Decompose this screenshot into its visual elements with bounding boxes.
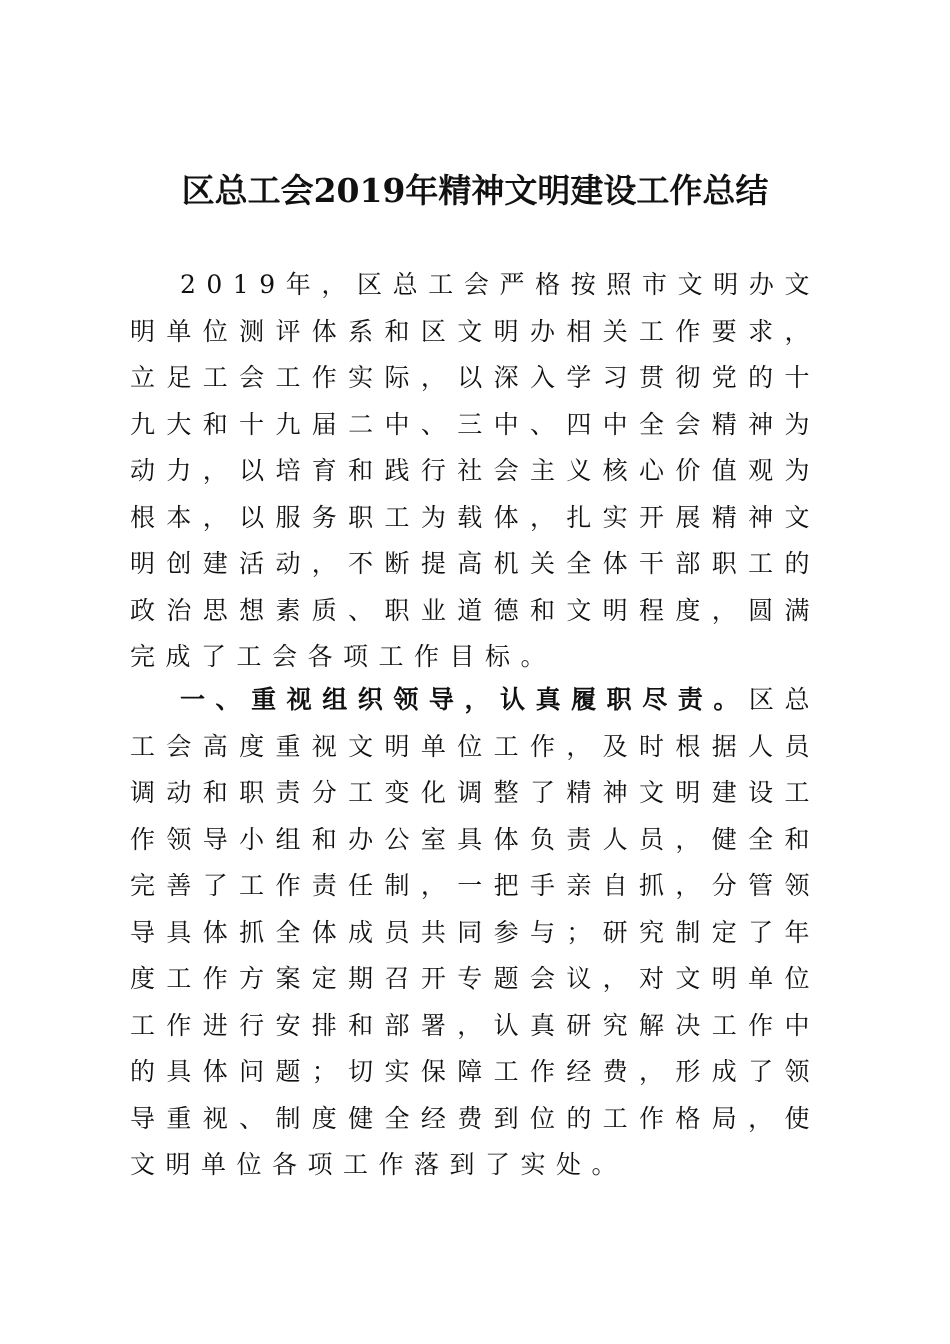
document-title: 区总工会2019年精神文明建设工作总结	[181, 171, 769, 210]
section-1-paragraph	[130, 677, 820, 1189]
section-1-heading: 一、重视组织领导，认真履职尽责。	[180, 685, 749, 714]
intro-paragraph: 2019年，区总工会严格按照市文明办文明单位测评体系和区文明办相关工作要求，立足工会工作实际，以深入学习贯彻党的十九大和十九届二中、三中、四中全会精神为动力，以培育和践行社会主义核心价值观为根本，以服务职工为载体，扎实开展精神文明创建活动，不断提高机关全体干部职工的政治思想素质、职业道德和文明程度，圆满完成了工会各项工作目标。	[130, 270, 820, 671]
section-1-body: 区总工会高度重视文明单位工作，及时根据人员调动和职责分工变化调整了精神文明建设工作领导小组和办公室具体负责人员，健全和完善了工作责任制，一把手亲自抓，分管领导具体抓全体成员共同参与；研究制定了年度工作方案定期召开专题会议，对文明单位工作进行安排和部署，认真研究解决工作中的具体问题；切实保障工作经费，形成了领导重视、制度健全经费到位的工作格局，使文明单位各项工作落到了实处。	[130, 685, 820, 1179]
